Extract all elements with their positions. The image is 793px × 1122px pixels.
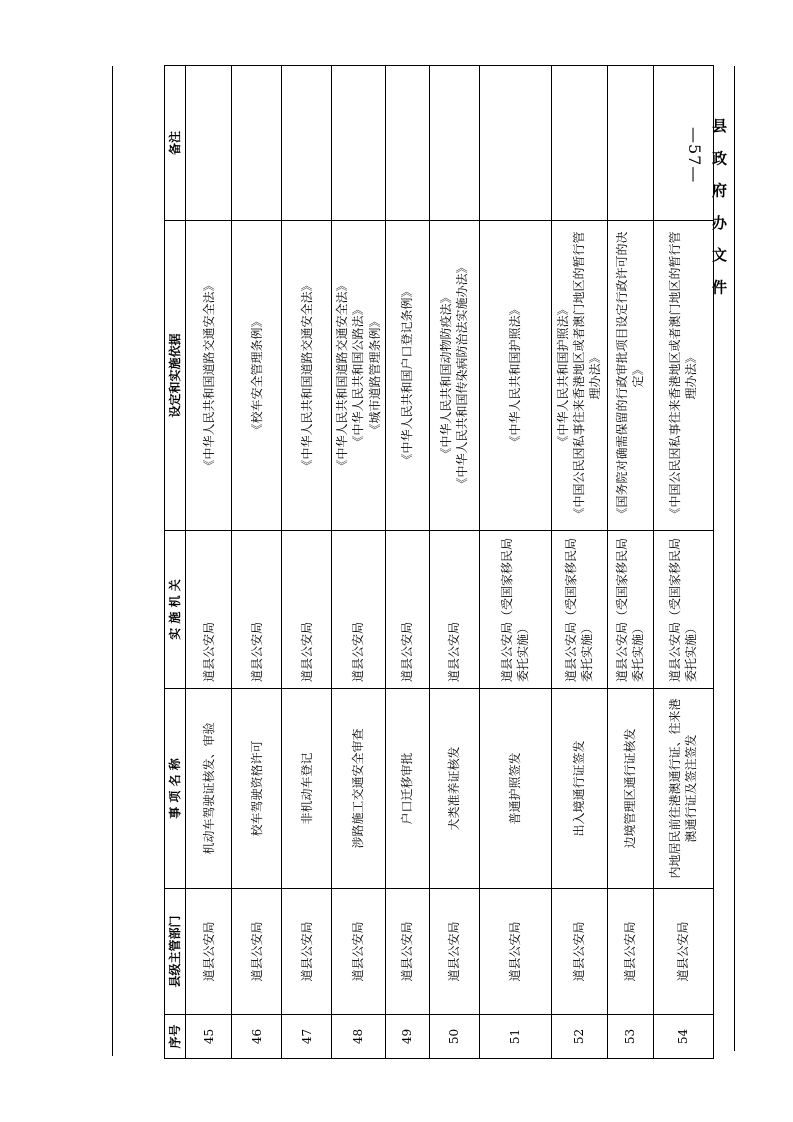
- left-margin-rule: [112, 66, 113, 1056]
- table-row: [232, 66, 282, 1059]
- cell-basis: [385, 221, 429, 531]
- col-header-agency: 实 施 机 关: [165, 531, 186, 689]
- cell-no: 46: [232, 1015, 282, 1059]
- table-row: [429, 66, 479, 1059]
- cell-agency: 道县公安局: [282, 531, 332, 689]
- cell-item: 涉路施工交通安全审查: [332, 689, 386, 889]
- cell-agency: 道县公安局（受国家移民局委托实施）: [653, 531, 713, 689]
- cell-note: [385, 66, 429, 221]
- cell-agency: 道县公安局: [429, 531, 479, 689]
- col-header-dept: 县级主管部门: [165, 889, 186, 1015]
- table-row: [607, 66, 653, 1059]
- cell-no: 51: [479, 1015, 551, 1059]
- cell-basis: [429, 221, 479, 531]
- cell-basis: [653, 221, 713, 531]
- cell-basis: [186, 221, 232, 531]
- col-header-note: 备注: [165, 66, 186, 221]
- col-header-no: 序号: [165, 1015, 186, 1059]
- basis-line: 《中华人民共和国户口登记条例》: [400, 285, 415, 466]
- cell-note: [607, 66, 653, 221]
- col-header-basis: 设定和实施依据: [165, 221, 186, 531]
- items-table: [164, 65, 714, 1059]
- cell-agency: 道县公安局: [186, 531, 232, 689]
- basis-line: 《中华人民共和国道路交通安全法》: [335, 279, 350, 472]
- table-header-row: [165, 66, 186, 1059]
- cell-agency: 道县公安局: [232, 531, 282, 689]
- cell-dept: 道县公安局: [232, 889, 282, 1015]
- basis-line: 《国务院对确需保留的行政审批项目设定行政许可的决定》: [615, 231, 646, 520]
- cell-note: [653, 66, 713, 221]
- basis-line: 《中国公民因私事往来香港地区或者澳门地区的暂行管理办法》: [572, 231, 603, 520]
- cell-no: 48: [332, 1015, 386, 1059]
- cell-agency: 道县公安局（受国家移民局委托实施）: [479, 531, 551, 689]
- col-header-item: 事 项 名 称: [165, 689, 186, 889]
- cell-agency: 道县公安局: [332, 531, 386, 689]
- basis-line: 《城市道路管理条例》: [367, 315, 382, 436]
- cell-note: [551, 66, 607, 221]
- basis-line: 《中华人民共和国道路交通安全法》: [299, 279, 314, 472]
- cell-no: 52: [551, 1015, 607, 1059]
- page-number: —57—: [685, 127, 704, 184]
- cell-item: 出入境通行证签发: [551, 689, 607, 889]
- basis-line: 《中华人民共和国护照法》: [508, 303, 523, 448]
- cell-dept: 道县公安局: [607, 889, 653, 1015]
- cell-basis: [282, 221, 332, 531]
- cell-item: 校车驾驶资格许可: [232, 689, 282, 889]
- cell-basis: [607, 221, 653, 531]
- cell-item: 户口迁移审批: [385, 689, 429, 889]
- cell-no: 53: [607, 1015, 653, 1059]
- basis-line: 《中华人民共和国道路交通安全法》: [201, 279, 216, 472]
- cell-no: 45: [186, 1015, 232, 1059]
- header-rule: [734, 66, 735, 1051]
- cell-no: 49: [385, 1015, 429, 1059]
- cell-dept: 道县公安局: [282, 889, 332, 1015]
- cell-note: [429, 66, 479, 221]
- cell-agency: 道县公安局（受国家移民局委托实施）: [551, 531, 607, 689]
- cell-note: [332, 66, 386, 221]
- cell-dept: 道县公安局: [385, 889, 429, 1015]
- cell-item: 非机动车登记: [282, 689, 332, 889]
- basis-line: 《中华人民共和国护照法》: [555, 303, 570, 448]
- cell-basis: [479, 221, 551, 531]
- table-row: [653, 66, 713, 1059]
- basis-line: 《中华人民共和国公路法》: [351, 303, 366, 448]
- cell-item: 普通护照签发: [479, 689, 551, 889]
- cell-no: 54: [653, 1015, 713, 1059]
- table-row: [385, 66, 429, 1059]
- cell-note: [282, 66, 332, 221]
- cell-basis: [232, 221, 282, 531]
- basis-line: 《中华人民共和国动物防疫法》: [439, 291, 454, 460]
- basis-line: 《中国公民因私事往来香港地区或者澳门地区的暂行管理办法》: [668, 231, 699, 520]
- cell-dept: 道县公安局: [479, 889, 551, 1015]
- cell-note: [186, 66, 232, 221]
- cell-note: [479, 66, 551, 221]
- cell-dept: 道县公安局: [551, 889, 607, 1015]
- cell-dept: 道县公安局: [653, 889, 713, 1015]
- table-row: [551, 66, 607, 1059]
- table-row: [332, 66, 386, 1059]
- basis-line: 《校车安全管理条例》: [249, 315, 264, 436]
- cell-item: 边境管理区通行证核发: [607, 689, 653, 889]
- cell-no: 50: [429, 1015, 479, 1059]
- cell-agency: 道县公安局: [385, 531, 429, 689]
- cell-item: 机动车驾驶证核发、审验: [186, 689, 232, 889]
- basis-line: 《中华人民共和国传染病防治法实施办法》: [455, 261, 470, 490]
- header-title: 县 政 府 办 文 件: [710, 118, 728, 301]
- cell-item: 犬类准养证核发: [429, 689, 479, 889]
- cell-dept: 道县公安局: [186, 889, 232, 1015]
- table-row: [282, 66, 332, 1059]
- cell-item: 内地居民前往港澳通行证、往来港澳通行证及签注签发: [653, 689, 713, 889]
- cell-dept: 道县公安局: [332, 889, 386, 1015]
- cell-note: [232, 66, 282, 221]
- cell-no: 47: [282, 1015, 332, 1059]
- table-row: [479, 66, 551, 1059]
- cell-dept: 道县公安局: [429, 889, 479, 1015]
- cell-basis: [551, 221, 607, 531]
- cell-agency: 道县公安局（受国家移民局委托实施）: [607, 531, 653, 689]
- cell-basis: [332, 221, 386, 531]
- table-row: [186, 66, 232, 1059]
